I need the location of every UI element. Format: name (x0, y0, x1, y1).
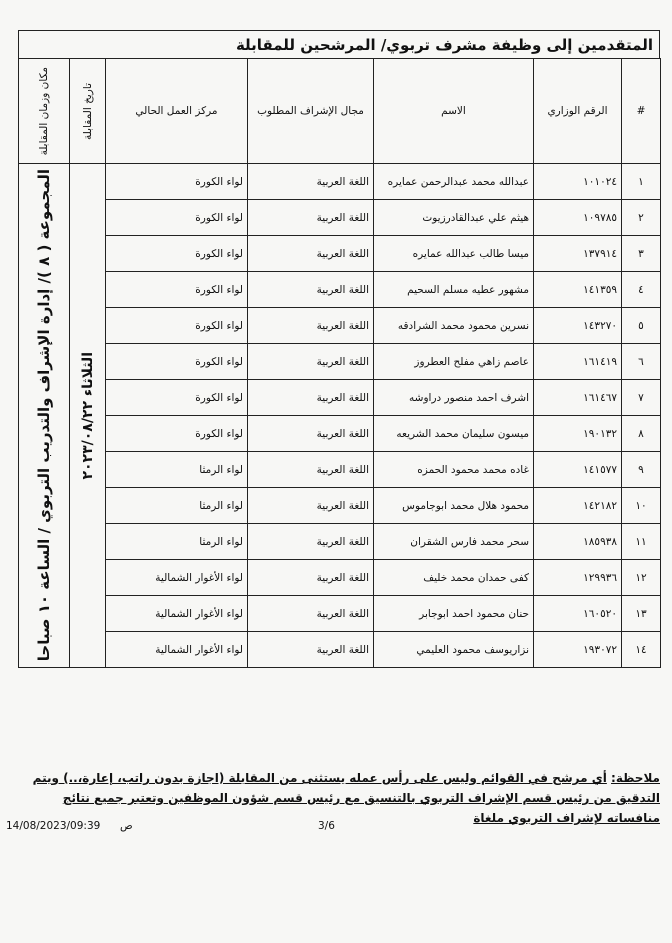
cell-workplace: لواء الرمثا (106, 524, 248, 560)
cell-num: ٢ (622, 200, 661, 236)
cell-ministry-no: ١٤١٣٥٩ (534, 272, 622, 308)
cell-field: اللغة العربية (248, 164, 374, 200)
cell-workplace: لواء الكورة (106, 308, 248, 344)
table-row (19, 632, 661, 668)
table-row (19, 524, 661, 560)
col-header-workplace: مركز العمل الحالي (106, 59, 248, 164)
cell-name: ميسا طالب عبدالله عمايره (374, 236, 534, 272)
table-row (19, 596, 661, 632)
cell-field: اللغة العربية (248, 344, 374, 380)
cell-num: ١١ (622, 524, 661, 560)
cell-ministry-no: ١٤١٥٧٧ (534, 452, 622, 488)
cell-workplace: لواء الأغوار الشمالية (106, 560, 248, 596)
table-row (19, 200, 661, 236)
cell-field: اللغة العربية (248, 488, 374, 524)
table-row (19, 380, 661, 416)
cell-ministry-no: ١٤٣٢٧٠ (534, 308, 622, 344)
cell-field: اللغة العربية (248, 560, 374, 596)
cell-ministry-no: ١٦١٤١٩ (534, 344, 622, 380)
cell-ministry-no: ١٤٢١٨٢ (534, 488, 622, 524)
cell-ministry-no: ١٦٠٥٢٠ (534, 596, 622, 632)
footer-time-suffix: ص (120, 820, 133, 832)
cell-field: اللغة العربية (248, 236, 374, 272)
col-header-field: مجال الإشراف المطلوب (248, 59, 374, 164)
candidates-table (18, 58, 661, 668)
cell-field: اللغة العربية (248, 452, 374, 488)
cell-name: غاده محمد محمود الحمزه (374, 452, 534, 488)
cell-name: نزاريوسف محمود العليمي (374, 632, 534, 668)
cell-name: مشهور عطيه مسلم السحيم (374, 272, 534, 308)
note-label: ملاحظة: (611, 771, 660, 785)
table-row (19, 164, 661, 200)
cell-field: اللغة العربية (248, 416, 374, 452)
cell-workplace: لواء الرمثا (106, 488, 248, 524)
cell-workplace: لواء الكورة (106, 272, 248, 308)
cell-workplace: لواء الرمثا (106, 452, 248, 488)
interview-date-cell (70, 164, 106, 668)
cell-workplace: لواء الكورة (106, 200, 248, 236)
cell-ministry-no: ١٣٧٩١٤ (534, 236, 622, 272)
table-row (19, 488, 661, 524)
cell-field: اللغة العربية (248, 308, 374, 344)
cell-workplace: لواء الأغوار الشمالية (106, 632, 248, 668)
table-row (19, 452, 661, 488)
cell-num: ١٤ (622, 632, 661, 668)
col-header-date-label: تاريخ المقابلة (81, 82, 94, 140)
table-row (19, 416, 661, 452)
cell-num: ٣ (622, 236, 661, 272)
table-row (19, 308, 661, 344)
cell-num: ٤ (622, 272, 661, 308)
cell-name: حنان محمود احمد ابوجابر (374, 596, 534, 632)
table-row (19, 272, 661, 308)
cell-workplace: لواء الكورة (106, 416, 248, 452)
cell-num: ٨ (622, 416, 661, 452)
table-row (19, 236, 661, 272)
cell-num: ٦ (622, 344, 661, 380)
cell-name: كفى حمدان محمد خليف (374, 560, 534, 596)
table-row (19, 560, 661, 596)
col-header-ministry-no: الرقم الوزاري (534, 59, 622, 164)
footer-page-number: 3/6 (318, 820, 335, 832)
cell-num: ١٠ (622, 488, 661, 524)
interview-place-cell (19, 164, 70, 668)
col-header-num: # (622, 59, 661, 164)
col-header-name: الاسم (374, 59, 534, 164)
cell-workplace: لواء الكورة (106, 164, 248, 200)
cell-field: اللغة العربية (248, 380, 374, 416)
cell-field: اللغة العربية (248, 524, 374, 560)
cell-num: ١٢ (622, 560, 661, 596)
cell-name: عاصم زاهي مفلح العطروز (374, 344, 534, 380)
cell-ministry-no: ١٨٥٩٣٨ (534, 524, 622, 560)
cell-num: ١٣ (622, 596, 661, 632)
cell-name: نسرين محمود محمد الشرادقه (374, 308, 534, 344)
cell-name: اشرف احمد منصور دراوشه (374, 380, 534, 416)
col-header-place (19, 59, 70, 164)
cell-workplace: لواء الكورة (106, 380, 248, 416)
cell-name: سحر محمد فارس الشقران (374, 524, 534, 560)
header-row (19, 59, 661, 164)
cell-ministry-no: ١٦١٤٦٧ (534, 380, 622, 416)
cell-ministry-no: ١٠٩٧٨٥ (534, 200, 622, 236)
cell-field: اللغة العربية (248, 632, 374, 668)
cell-name: هيثم علي عبدالقادرزيوت (374, 200, 534, 236)
cell-num: ٥ (622, 308, 661, 344)
page-title: المتقدمين إلى وظيفة مشرف تربوي/ المرشحين للمقابلة (18, 30, 660, 58)
cell-name: عبدالله محمد عبدالرحمن عمايره (374, 164, 534, 200)
cell-field: اللغة العربية (248, 272, 374, 308)
cell-num: ١ (622, 164, 661, 200)
col-header-place-label: مكان وزمان المقابلة (38, 66, 50, 156)
col-header-date (70, 59, 106, 164)
interview-date: الثلاثاء ٢٠٢٣/٠٨/٢٢ (79, 351, 96, 480)
cell-ministry-no: ١٩٣٠٧٢ (534, 632, 622, 668)
cell-field: اللغة العربية (248, 596, 374, 632)
cell-ministry-no: ١٠١٠٢٤ (534, 164, 622, 200)
note (18, 768, 660, 828)
page-footer (0, 820, 672, 840)
interview-place: المجموعة ( ٨ )/ إدارة الإشراف والتدريب التربوي / الساعة ١٠ صباحا (35, 169, 53, 662)
cell-ministry-no: ١٢٩٩٣٦ (534, 560, 622, 596)
cell-workplace: لواء الكورة (106, 236, 248, 272)
note-text: أي مرشح في القوائم وليس على رأس عمله يستثنى من المقابلة (اجازة بدون راتب، إعارة،..) ويتم التدقيق من رئيس قسم الإشراف التربوي بالتنسيق مع رئيس قسم شؤون الموظفين وتعتبر جميع نتائج منافساته لإشراف التربوي ملغاة (32, 771, 660, 825)
cell-name: محمود هلال محمد ابوجاموس (374, 488, 534, 524)
footer-timestamp: 14/08/2023/09:39 (6, 820, 101, 832)
table-row (19, 344, 661, 380)
cell-num: ٩ (622, 452, 661, 488)
cell-workplace: لواء الكورة (106, 344, 248, 380)
cell-name: ميسون سليمان محمد الشريعه (374, 416, 534, 452)
cell-field: اللغة العربية (248, 200, 374, 236)
cell-ministry-no: ١٩٠١٣٢ (534, 416, 622, 452)
cell-workplace: لواء الأغوار الشمالية (106, 596, 248, 632)
cell-num: ٧ (622, 380, 661, 416)
